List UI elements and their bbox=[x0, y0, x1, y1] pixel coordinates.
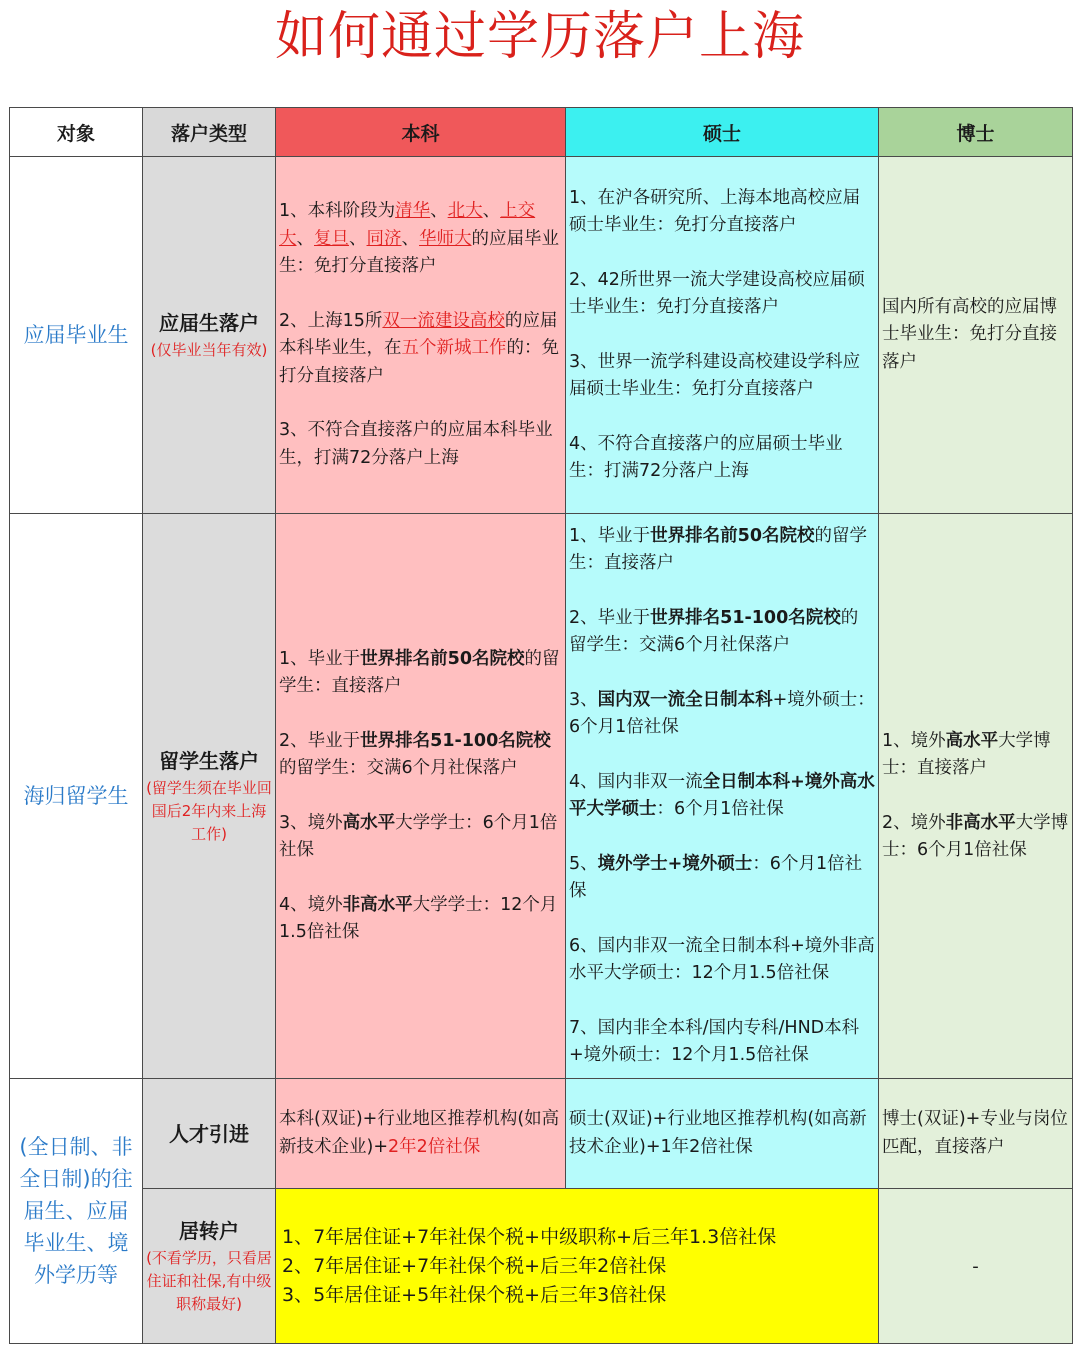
header-type: 落户类型 bbox=[143, 108, 276, 157]
header-bachelor: 本科 bbox=[276, 108, 566, 157]
doctor-talent-cell bbox=[879, 1079, 1073, 1189]
type-note: (仅毕业当年有效) bbox=[150, 340, 268, 359]
rule-text: 2、42所世界一流大学建设高校应届硕士毕业生：免打分直接落户 bbox=[569, 269, 865, 317]
type-main: 应届生落户 bbox=[159, 310, 259, 335]
rule-text: 4、不符合直接落户的应届硕士毕业生：打满72分落户上海 bbox=[569, 433, 843, 481]
rule-line: 3、5年居住证+5年社保个税+后三年3倍社保 bbox=[282, 1283, 667, 1306]
type-talent bbox=[143, 1079, 276, 1189]
bachelor-talent-cell bbox=[276, 1079, 566, 1189]
type-main: 居转户 bbox=[179, 1218, 239, 1243]
header-doctor: 博士 bbox=[879, 108, 1073, 157]
row-fresh-graduates bbox=[10, 157, 1073, 514]
rule-text: 3、世界一流学科建设高校建设学科应届硕士毕业生：免打分直接落户 bbox=[569, 351, 861, 399]
object-others: (全日制、非全日制)的往届生、应届毕业生、境外学历等 bbox=[10, 1079, 143, 1344]
type-note: (不看学历，只看居住证和社保,有中级职称最好) bbox=[146, 1248, 272, 1313]
rule-text: 1、毕业于世界排名前50名院校的留学生：直接落户 bbox=[569, 525, 867, 573]
residence-rules-cell bbox=[276, 1189, 879, 1344]
type-residence bbox=[143, 1189, 276, 1344]
rule-text: 国内所有高校的应届博士毕业生：免打分直接落户 bbox=[882, 296, 1057, 372]
bachelor-fresh-cell bbox=[276, 157, 566, 514]
rule-text: 3、国内双一流全日制本科+境外硕士：6个月1倍社保 bbox=[569, 689, 875, 737]
rule-text: 本科(双证)+行业地区推荐机构(如高新技术企业)+2年2倍社保 bbox=[279, 1109, 560, 1157]
bachelor-overseas-cell bbox=[276, 514, 566, 1079]
rule-text: 4、境外非高水平大学学士：12个月1.5倍社保 bbox=[279, 894, 558, 942]
doctor-residence-cell: - bbox=[879, 1189, 1073, 1344]
doctor-overseas-cell bbox=[879, 514, 1073, 1079]
doctor-fresh-cell bbox=[879, 157, 1073, 514]
rule-text: 2、上海15所双一流建设高校的应届本科毕业生，在五个新城工作的：免打分直接落户 bbox=[279, 310, 559, 386]
object-returnees: 海归留学生 bbox=[10, 514, 143, 1079]
settlement-table bbox=[9, 107, 1073, 1344]
rule-text: 2、境外非高水平大学博士：6个月1倍社保 bbox=[882, 812, 1069, 860]
rule-text: 7、国内非全本科/国内专科/HND本科+境外硕士：12个月1.5倍社保 bbox=[569, 1017, 860, 1065]
type-main: 人才引进 bbox=[169, 1121, 249, 1146]
type-main: 留学生落户 bbox=[159, 748, 259, 773]
header-row bbox=[10, 108, 1073, 157]
rule-text: 2、毕业于世界排名51-100名院校的留学生：交满6个月社保落户 bbox=[279, 730, 551, 778]
master-overseas-cell bbox=[566, 514, 879, 1079]
rule-text: 1、在沪各研究所、上海本地高校应届硕士毕业生：免打分直接落户 bbox=[569, 187, 861, 235]
header-master: 硕士 bbox=[566, 108, 879, 157]
rule-text: 3、不符合直接落户的应届本科毕业生，打满72分落户上海 bbox=[279, 420, 553, 468]
rule-text: 博士(双证)+专业与岗位匹配，直接落户 bbox=[882, 1109, 1068, 1157]
rule-line: 1、7年居住证+7年社保个税+中级职称+后三年1.3倍社保 bbox=[282, 1225, 777, 1248]
master-talent-cell bbox=[566, 1079, 879, 1189]
rule-text: 1、本科阶段为清华、北大、上交大、复旦、同济、华师大的应届毕业生：免打分直接落户 bbox=[279, 201, 559, 276]
rule-text: 1、毕业于世界排名前50名院校的留学生：直接落户 bbox=[279, 648, 560, 696]
rule-text: 硕士(双证)+行业地区推荐机构(如高新技术企业)+1年2倍社保 bbox=[569, 1109, 867, 1157]
page-title: 如何通过学历落户上海 bbox=[274, 7, 805, 67]
header-object: 对象 bbox=[10, 108, 143, 157]
rule-text: 6、国内非双一流全日制本科+境外非高水平大学硕士：12个月1.5倍社保 bbox=[569, 935, 875, 983]
type-overseas-student bbox=[143, 514, 276, 1079]
row-returnees bbox=[10, 514, 1073, 1079]
row-residence bbox=[10, 1189, 1073, 1344]
rule-text: 2、毕业于世界排名51-100名院校的留学生：交满6个月社保落户 bbox=[569, 607, 859, 655]
rule-text: 4、国内非双一流全日制本科+境外高水平大学硕士：6个月1倍社保 bbox=[569, 771, 875, 819]
rule-text: 5、境外学士+境外硕士：6个月1倍社保 bbox=[569, 853, 863, 901]
master-fresh-cell bbox=[566, 157, 879, 514]
row-talent bbox=[10, 1079, 1073, 1189]
rule-line: 2、7年居住证+7年社保个税+后三年2倍社保 bbox=[282, 1254, 667, 1277]
type-note: (留学生须在毕业回国后2年内来上海工作) bbox=[146, 778, 272, 843]
rule-text: 3、境外高水平大学学士：6个月1倍社保 bbox=[279, 812, 558, 860]
rule-text: 1、境外高水平大学博士：直接落户 bbox=[882, 730, 1051, 778]
type-fresh-graduate bbox=[143, 157, 276, 514]
object-fresh-graduates: 应届毕业生 bbox=[10, 157, 143, 514]
